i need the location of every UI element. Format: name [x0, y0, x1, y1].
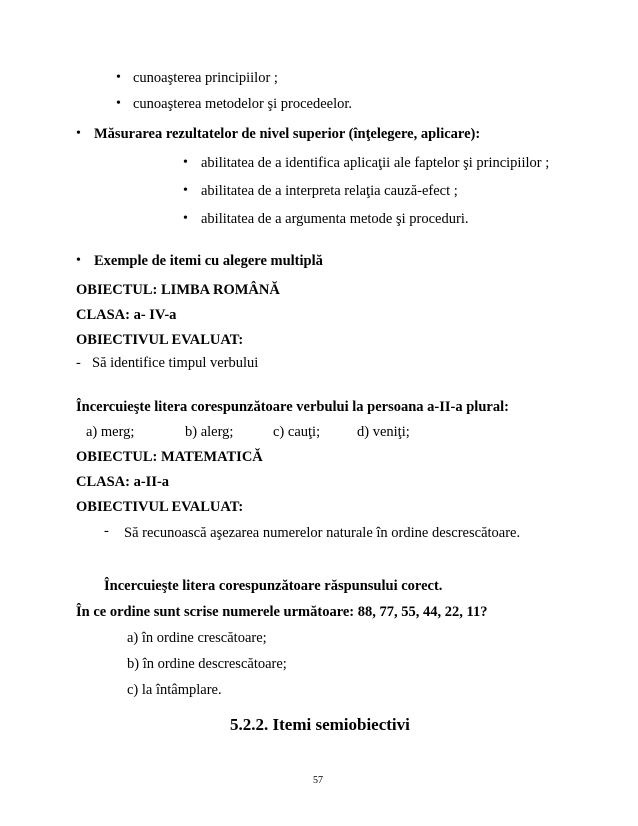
- bullet-icon: •: [183, 155, 188, 170]
- dash-marker: -: [76, 355, 81, 371]
- question-text: Încercuieşte litera corespunzătoare verbului la persoana a-II-a plural:: [76, 399, 509, 415]
- evaluated-label: OBIECTIVUL EVALUAT:: [76, 499, 244, 515]
- evaluated-text: Să identifice timpul verbului: [92, 355, 259, 371]
- list-item: abilitatea de a argumenta metode şi proceduri.: [201, 211, 469, 227]
- section-heading: 5.2.2. Itemi semiobiectivi: [230, 715, 410, 734]
- list-item: cunoaşterea metodelor şi procedeelor.: [133, 96, 353, 112]
- bullet-icon: •: [76, 126, 81, 141]
- list-item: abilitatea de a identifica aplicaţii ale faptelor şi principiilor ;: [201, 155, 550, 171]
- page-number: 57: [313, 775, 323, 786]
- bullet-icon: •: [116, 96, 121, 111]
- class-label: CLASA: a-II-a: [76, 474, 170, 490]
- dash-marker: -: [104, 523, 109, 539]
- answer-option: b) în ordine descrescătoare;: [127, 656, 287, 672]
- answer-option: c) cauţi;: [273, 424, 321, 440]
- answer-option: d) veniţi;: [357, 424, 410, 440]
- answer-option: a) în ordine crescătoare;: [127, 630, 267, 646]
- section-title: Exemple de itemi cu alegere multiplă: [94, 253, 323, 269]
- answer-option: c) la întâmplare.: [127, 682, 222, 698]
- section-title: Măsurarea rezultatelor de nivel superior (înţelegere, aplicare):: [94, 126, 481, 142]
- instruction-text: Încercuieşte litera corespunzătoare răspunsului corect.: [104, 578, 443, 594]
- bullet-icon: •: [116, 70, 121, 85]
- objective-label: OBIECTUL: LIMBA ROMÂNĂ: [76, 282, 280, 298]
- bullet-icon: •: [76, 253, 81, 268]
- question-text: În ce ordine sunt scrise numerele următoare: 88, 77, 55, 44, 22, 11?: [76, 604, 488, 620]
- bullet-icon: •: [183, 211, 188, 226]
- answer-option: a) merg;: [86, 424, 135, 440]
- objective-label: OBIECTUL: MATEMATICĂ: [76, 449, 263, 465]
- list-item: abilitatea de a interpreta relaţia cauză-efect ;: [201, 183, 458, 199]
- bullet-icon: •: [183, 183, 188, 198]
- list-item: cunoaşterea principiilor ;: [133, 70, 278, 86]
- answer-option: b) alerg;: [185, 424, 234, 440]
- evaluated-label: OBIECTIVUL EVALUAT:: [76, 332, 244, 348]
- class-label: CLASA: a- IV-a: [76, 307, 177, 323]
- evaluated-text: Să recunoască aşezarea numerelor naturale în ordine descrescătoare.: [124, 525, 521, 541]
